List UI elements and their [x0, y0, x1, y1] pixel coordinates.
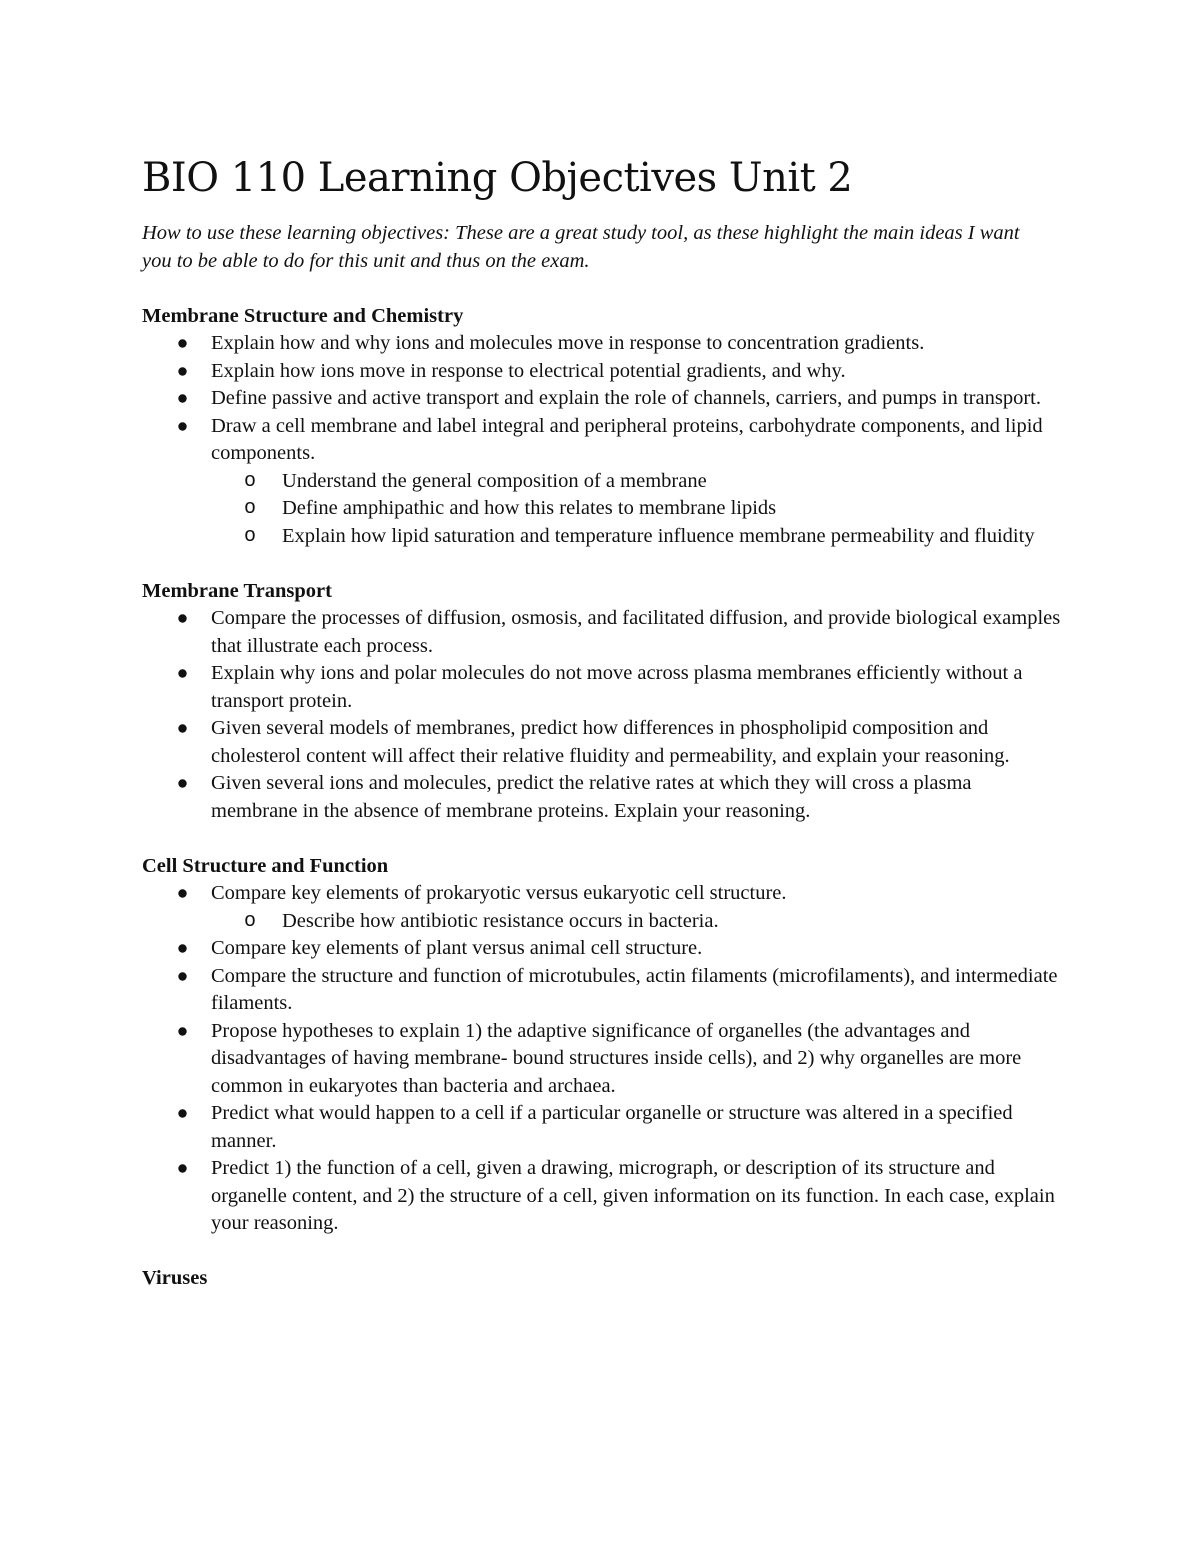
- objective-item: [142, 605, 1062, 660]
- bullet-icon: [174, 935, 190, 963]
- section-membrane-structure: [142, 303, 1062, 551]
- objective-text: Draw a cell membrane and label integral and peripheral proteins, carbohydrate components, and lipid components.: [211, 414, 1043, 464]
- objective-text: Propose hypotheses to explain 1) the adaptive significance of organelles (the advantages and disadvantages of having membrane- bound structures inside cells), and 2) why organelles are more common in eukaryotes than bacteria and archaea.: [211, 1019, 1022, 1097]
- objective-item: [142, 880, 1062, 908]
- bullet-icon: [174, 413, 190, 441]
- objective-text: Explain why ions and polar molecules do not move across plasma membranes efficiently without a transport protein.: [211, 662, 1023, 712]
- document-page: [142, 148, 1062, 1293]
- hollow-bullet-icon: o: [244, 469, 257, 493]
- objective-list: [142, 330, 1062, 468]
- objective-text: Define passive and active transport and explain the role of channels, carriers, and pumps in transport.: [211, 387, 1041, 409]
- objective-list: [142, 880, 1062, 908]
- objective-item: [142, 413, 1062, 468]
- objective-text: Compare the processes of diffusion, osmosis, and facilitated diffusion, and provide biological examples that illustrate each process.: [211, 607, 1061, 657]
- bullet-icon: [174, 330, 190, 358]
- objective-item: [142, 1018, 1062, 1101]
- sub-objective-item: [211, 468, 1062, 496]
- bullet-icon: [174, 715, 190, 743]
- sub-objective-list: [142, 468, 1062, 551]
- objective-list: [142, 605, 1062, 825]
- objective-list: [142, 935, 1062, 1238]
- section-viruses: [142, 1265, 1062, 1293]
- bullet-icon: [174, 1100, 190, 1128]
- sub-objective-list: [142, 908, 1062, 936]
- objective-item: [142, 358, 1062, 386]
- objective-text: Compare key elements of plant versus animal cell structure.: [211, 937, 703, 959]
- sub-objective-text: Describe how antibiotic resistance occurs in bacteria.: [282, 909, 719, 932]
- bullet-icon: [174, 770, 190, 798]
- bullet-icon: [174, 605, 190, 633]
- intro-paragraph: How to use these learning objectives: These are a great study tool, as these highlight the main ideas I want you to be able to do for this unit and thus on the exam.: [142, 222, 1020, 272]
- bullet-icon: [174, 660, 190, 688]
- sub-objective-item: [211, 523, 1062, 551]
- hollow-bullet-icon: o: [244, 909, 257, 933]
- objective-item: [142, 715, 1062, 770]
- section-membrane-transport: [142, 578, 1062, 826]
- section-heading: Membrane Transport: [142, 579, 332, 602]
- section-heading: Cell Structure and Function: [142, 854, 389, 877]
- objective-text: Predict 1) the function of a cell, given a drawing, micrograph, or description of its structure and organelle content, and 2) the structure of a cell, given information on its function. In each case, explain your reasoning.: [211, 1157, 1055, 1234]
- bullet-icon: [174, 358, 190, 386]
- hollow-bullet-icon: o: [244, 524, 257, 548]
- section-heading: Viruses: [142, 1267, 208, 1289]
- objective-item: [142, 770, 1062, 825]
- objective-item: [142, 660, 1062, 715]
- objective-item: [142, 963, 1062, 1018]
- bullet-icon: [174, 1155, 190, 1183]
- sub-objective-item: [211, 908, 1062, 936]
- bullet-icon: [174, 963, 190, 991]
- bullet-icon: [174, 385, 190, 413]
- document-title: BIO 110 Learning Objectives Unit 2: [142, 155, 853, 201]
- objective-text: Compare the structure and function of microtubules, actin filaments (microfilaments), and intermediate filaments.: [211, 964, 1058, 1014]
- bullet-icon: [174, 880, 190, 908]
- sub-objective-text: Define amphipathic and how this relates to membrane lipids: [282, 497, 777, 519]
- objective-item: [142, 330, 1062, 358]
- objective-item: [142, 385, 1062, 413]
- objective-item: [142, 935, 1062, 963]
- sub-objective-text: Explain how lipid saturation and temperature influence membrane permeability and fluidity: [282, 524, 1035, 547]
- objective-text: Explain how and why ions and molecules move in response to concentration gradients.: [211, 332, 925, 354]
- objective-text: Predict what would happen to a cell if a particular organelle or structure was altered in a specified manner.: [211, 1102, 1013, 1152]
- objective-text: Compare key elements of prokaryotic versus eukaryotic cell structure.: [211, 882, 787, 904]
- objective-text: Given several models of membranes, predict how differences in phospholipid composition and cholesterol content will affect their relative fluidity and permeability, and explain your reasoning.: [211, 717, 1010, 767]
- objective-text: Given several ions and molecules, predict the relative rates at which they will cross a plasma membrane in the absence of membrane proteins. Explain your reasoning.: [211, 772, 972, 822]
- sub-objective-item: [211, 495, 1062, 523]
- sub-objective-text: Understand the general composition of a membrane: [282, 469, 707, 492]
- bullet-icon: [174, 1018, 190, 1046]
- section-heading: Membrane Structure and Chemistry: [142, 304, 464, 327]
- objective-item: [142, 1100, 1062, 1155]
- objective-text: Explain how ions move in response to electrical potential gradients, and why.: [211, 359, 846, 382]
- objective-item: [142, 1155, 1062, 1238]
- section-cell-structure: [142, 853, 1062, 1238]
- hollow-bullet-icon: o: [244, 497, 257, 520]
